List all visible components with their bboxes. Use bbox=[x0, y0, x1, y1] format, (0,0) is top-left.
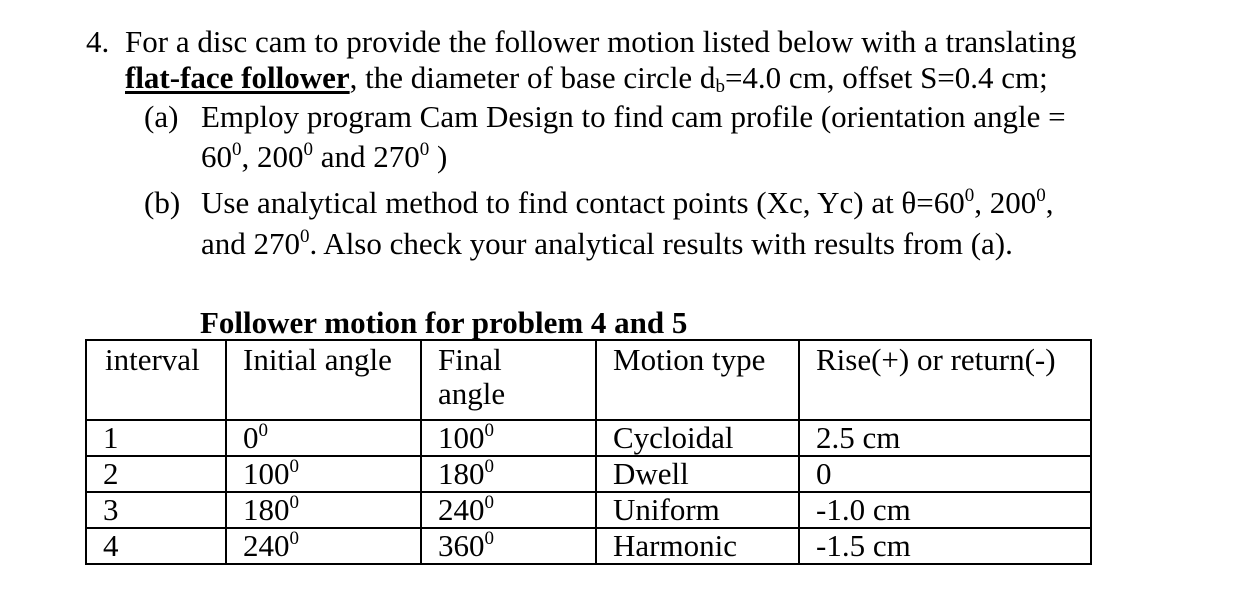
part-a-text: Employ program Cam Design to find cam profile (orientation angle = bbox=[201, 99, 1066, 134]
cell-final-angle bbox=[421, 492, 596, 528]
cell-rise-return: -1.5 cm bbox=[799, 528, 1091, 564]
part-b-text-1b: , 200 bbox=[974, 185, 1037, 220]
part-a-line-2 bbox=[201, 139, 447, 175]
angle-270: 270 bbox=[373, 139, 420, 174]
final-angle-value: 240 bbox=[438, 492, 485, 527]
follower-type: flat-face follower bbox=[125, 60, 350, 95]
cell-initial-angle bbox=[226, 492, 421, 528]
part-a-label: (a) bbox=[144, 99, 179, 134]
cell-motion-type: Harmonic bbox=[596, 528, 799, 564]
final-angle-value: 100 bbox=[438, 420, 485, 455]
part-a-line-1 bbox=[144, 99, 1066, 135]
part-b-text-1c: , bbox=[1045, 185, 1054, 220]
degree-superscript: 0 bbox=[964, 185, 975, 206]
problem-line-2 bbox=[125, 60, 1048, 96]
cell-final-angle bbox=[421, 420, 596, 456]
cell-interval: 1 bbox=[86, 420, 226, 456]
cell-final-angle bbox=[421, 456, 596, 492]
problem-text-line-1: For a disc cam to provide the follower motion listed below with a translating bbox=[125, 24, 1077, 59]
part-b-text-2a: and 270 bbox=[201, 226, 301, 261]
degree-superscript: 0 bbox=[484, 492, 494, 513]
cell-final-angle bbox=[421, 528, 596, 564]
separator: and bbox=[313, 139, 374, 174]
final-angle-value: 360 bbox=[438, 528, 485, 563]
closing-paren: ) bbox=[429, 139, 448, 174]
separator: , bbox=[241, 139, 257, 174]
initial-angle-value: 100 bbox=[243, 456, 290, 491]
cell-rise-return: -1.0 cm bbox=[799, 492, 1091, 528]
cell-motion-type: Uniform bbox=[596, 492, 799, 528]
problem-line-1 bbox=[86, 24, 1077, 60]
degree-superscript: 0 bbox=[232, 139, 242, 160]
angle-60: 60 bbox=[201, 139, 232, 174]
initial-angle-value: 240 bbox=[243, 528, 290, 563]
part-b-label: (b) bbox=[144, 185, 181, 220]
header-initial-angle: Initial angle bbox=[226, 340, 421, 420]
part-b-text-1a: Use analytical method to find contact points (Xc, Yc) at θ=60 bbox=[201, 185, 965, 220]
part-b-text-2b: . Also check your analytical results with results from (a). bbox=[309, 226, 1013, 261]
follower-motion-table bbox=[85, 339, 1092, 565]
angle-200: 200 bbox=[257, 139, 304, 174]
table-row bbox=[86, 528, 1091, 564]
table-row bbox=[86, 420, 1091, 456]
degree-superscript: 0 bbox=[303, 139, 313, 160]
part-b-line-2 bbox=[201, 226, 1013, 262]
header-final-angle-text: Final angle bbox=[438, 342, 506, 411]
problem-number: 4. bbox=[86, 24, 110, 59]
cell-motion-type: Dwell bbox=[596, 456, 799, 492]
cell-rise-return: 2.5 cm bbox=[799, 420, 1091, 456]
header-final-angle bbox=[421, 340, 596, 420]
initial-angle-value: 0 bbox=[243, 420, 259, 455]
part-b-text-1 bbox=[201, 185, 1054, 221]
degree-superscript: 0 bbox=[1036, 185, 1046, 206]
cell-motion-type: Cycloidal bbox=[596, 420, 799, 456]
cell-interval: 4 bbox=[86, 528, 226, 564]
degree-superscript: 0 bbox=[289, 528, 299, 549]
cell-rise-return: 0 bbox=[799, 456, 1091, 492]
initial-angle-value: 180 bbox=[243, 492, 290, 527]
table-header-row bbox=[86, 340, 1091, 420]
table-title: Follower motion for problem 4 and 5 bbox=[200, 305, 688, 340]
degree-superscript: 0 bbox=[289, 456, 299, 477]
cell-interval: 2 bbox=[86, 456, 226, 492]
degree-superscript: 0 bbox=[289, 492, 299, 513]
degree-superscript: 0 bbox=[484, 528, 494, 549]
degree-superscript: 0 bbox=[484, 420, 494, 441]
cell-initial-angle bbox=[226, 528, 421, 564]
problem-text-line-2a: , the diameter of base circle d bbox=[349, 60, 716, 95]
cell-initial-angle bbox=[226, 420, 421, 456]
degree-superscript: 0 bbox=[484, 456, 494, 477]
header-interval: interval bbox=[86, 340, 226, 420]
base-circle-subscript: b bbox=[715, 76, 725, 97]
table-row bbox=[86, 456, 1091, 492]
degree-superscript: 0 bbox=[419, 139, 430, 160]
header-rise-return: Rise(+) or return(-) bbox=[799, 340, 1091, 420]
degree-superscript: 0 bbox=[300, 226, 310, 247]
degree-superscript: 0 bbox=[258, 420, 268, 441]
header-motion-type: Motion type bbox=[596, 340, 799, 420]
table-row bbox=[86, 492, 1091, 528]
problem-text-line-2b: =4.0 cm, offset S=0.4 cm; bbox=[724, 60, 1048, 95]
cell-initial-angle bbox=[226, 456, 421, 492]
cell-interval: 3 bbox=[86, 492, 226, 528]
final-angle-value: 180 bbox=[438, 456, 485, 491]
